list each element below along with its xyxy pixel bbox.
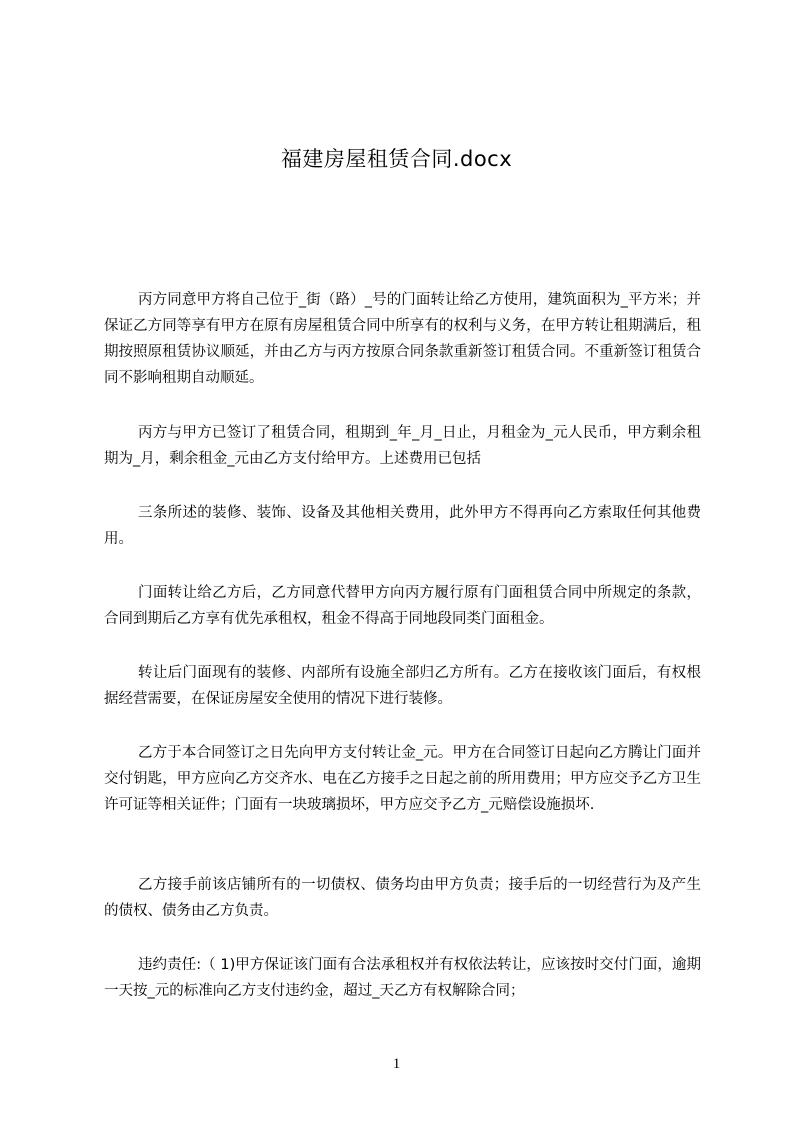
paragraph-3: 三条所述的装修、装饰、设备及其他相关费用，此外甲方不得再向乙方索取任何其他费用。: [104, 505, 701, 547]
page-number: 1: [392, 1056, 401, 1072]
paragraph-2: 丙方与甲方已签订了租赁合同，租期到_年_月_日止，月租金为_元人民币，甲方剩余租期为_月，剩余租金_元由乙方支付给甲方。上述费用已包括: [104, 425, 701, 467]
paragraph-7: 乙方接手前该店铺所有的一切债权、债务均由甲方负责；接手后的一切经营行为及产生的债权、债务由乙方负责。: [104, 877, 701, 919]
paragraph-4: 门面转让给乙方后，乙方同意代替甲方向丙方履行原有门面租赁合同中所规定的条款，合同到期后乙方享有优先承租权，租金不得高于同地段同类门面租金。: [104, 585, 701, 627]
paragraph-1: 丙方同意甲方将自己位于_街（路）_号的门面转让给乙方使用，建筑面积为_平方米；并保证乙方同等享有甲方在原有房屋租赁合同中所享有的权利与义务，在甲方转让租期满后，租期按照原租赁协议顺延，并由乙方与丙方按原合同条款重新签订租赁合同。不重新签订租赁合同不影响租期自动顺延。: [104, 292, 701, 386]
paragraph-8: 违约责任:（ 1)甲方保证该门面有合法承租权并有权依法转让，应该按时交付门面，逾期一天按_元的标准向乙方支付违约金，超过_天乙方有权解除合同；: [104, 957, 701, 999]
paragraph-5: 转让后门面现有的装修、内部所有设施全部归乙方所有。乙方在接收该门面后，有权根据经营需要，在保证房屋安全使用的情况下进行装修。: [104, 665, 701, 707]
paragraph-6: 乙方于本合同签订之日先向甲方支付转让金_元。甲方在合同签订日起向乙方腾让门面并交付钥匙，甲方应向乙方交齐水、电在乙方接手之日起之前的所用费用；甲方应交予乙方卫生许可证等相关证件；门面有一块玻璃损坏，甲方应交予乙方_元赔偿设施损坏.: [104, 745, 701, 813]
document-title: 福建房屋租赁合同.docx: [280, 147, 513, 171]
